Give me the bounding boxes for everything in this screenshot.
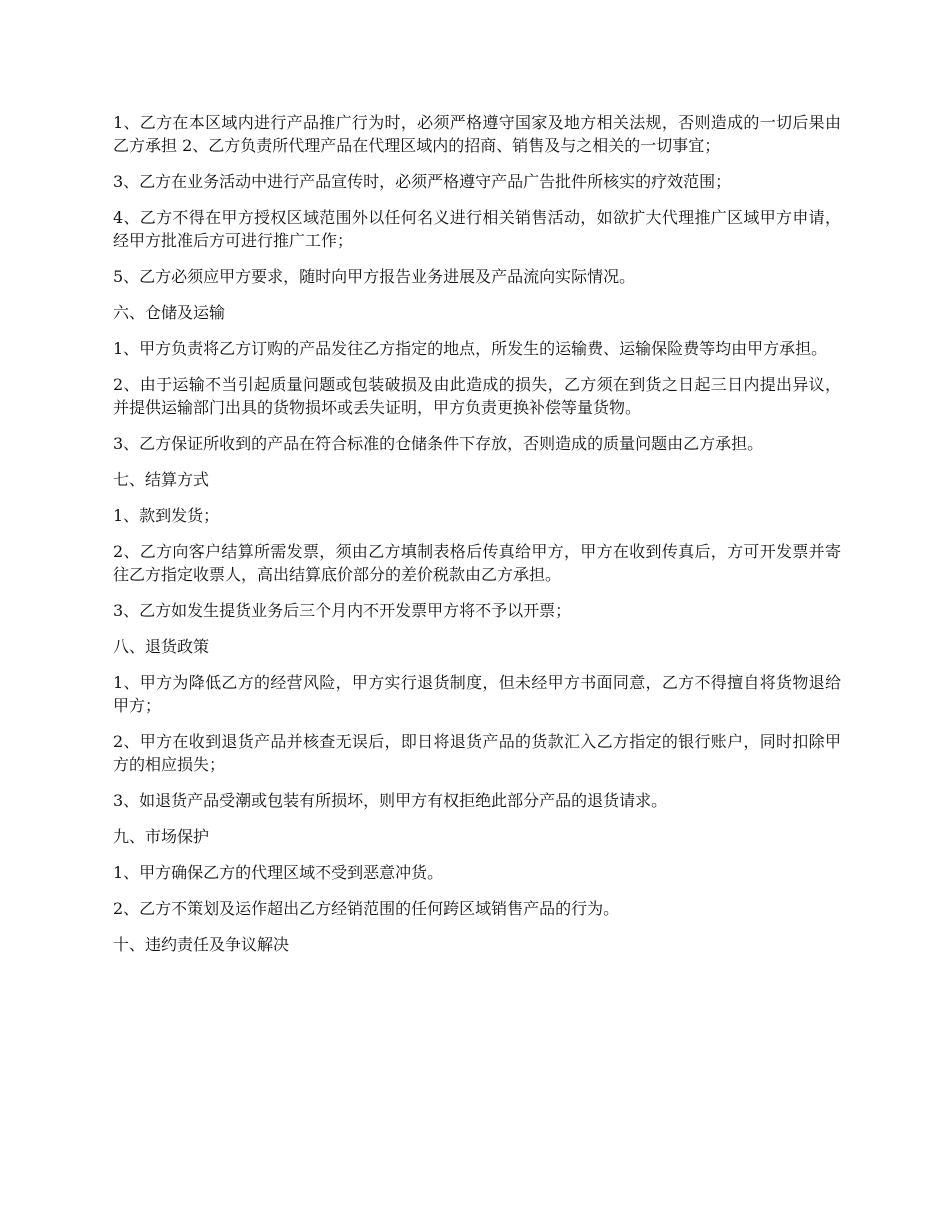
section-heading: 十、违约责任及争议解决 <box>113 935 290 954</box>
paragraph: 1、甲方确保乙方的代理区域不受到恶意冲货。 <box>113 863 444 882</box>
paragraph: 3、乙方保证所收到的产品在符合标准的仓储条件下存放，否则造成的质量问题由乙方承担。 <box>113 434 764 453</box>
paragraph: 1、甲方为降低乙方的经营风险，甲方实行退货制度，但未经甲方书面同意，乙方不得擅自将货物退给甲方； <box>113 673 841 715</box>
section-heading: 九、市场保护 <box>113 827 210 846</box>
paragraph: 2、甲方在收到退货产品并核查无误后，即日将退货产品的货款汇入乙方指定的银行账户，同时扣除甲方的相应损失； <box>113 732 841 774</box>
paragraph: 1、款到发货； <box>113 506 220 525</box>
paragraph: 3、乙方如发生提货业务后三个月内不开发票甲方将不予以开票； <box>113 601 572 620</box>
paragraph: 4、乙方不得在甲方授权区域范围外以任何名义进行相关销售活动，如欲扩大代理推广区域甲方申请，经甲方批准后方可进行推广工作； <box>113 208 841 250</box>
paragraph: 5、乙方必须应甲方要求，随时向甲方报告业务进展及产品流向实际情况。 <box>113 267 636 286</box>
document-page <box>113 111 841 969</box>
paragraph: 2、乙方不策划及运作超出乙方经销范围的任何跨区域销售产品的行为。 <box>113 899 620 918</box>
paragraph: 1、甲方负责将乙方订购的产品发往乙方指定的地点，所发生的运输费、运输保险费等均由甲方承担。 <box>113 339 828 358</box>
paragraph: 2、乙方向客户结算所需发票，须由乙方填制表格后传真给甲方，甲方在收到传真后，方可开发票并寄往乙方指定收票人，高出结算底价部分的差价税款由乙方承担。 <box>113 542 841 584</box>
section-heading: 七、结算方式 <box>113 470 210 489</box>
paragraph: 1、乙方在本区域内进行产品推广行为时，必须严格遵守国家及地方相关法规，否则造成的一切后果由乙方承担 2、乙方负责所代理产品在代理区域内的招商、销售及与之相关的一切事宜； <box>113 113 841 155</box>
paragraph: 2、由于运输不当引起质量问题或包装破损及由此造成的损失，乙方须在到货之日起三日内提出异议，并提供运输部门出具的货物损坏或丢失证明，甲方负责更换补偿等量货物。 <box>113 375 841 417</box>
section-heading: 六、仓储及运输 <box>113 303 226 322</box>
section-heading: 八、退货政策 <box>113 637 210 656</box>
paragraph: 3、乙方在业务活动中进行产品宣传时，必须严格遵守产品广告批件所核实的疗效范围； <box>113 172 732 191</box>
paragraph: 3、如退货产品受潮或包装有所损坏，则甲方有权拒绝此部分产品的退货请求。 <box>113 791 668 810</box>
